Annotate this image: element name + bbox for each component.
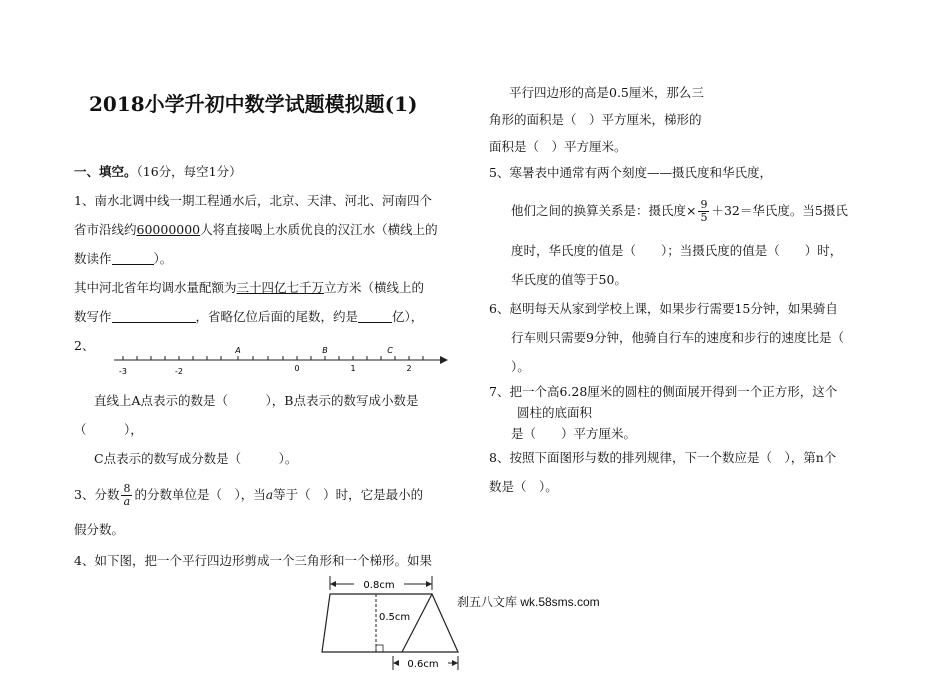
q1-chinese-number: 三十四亿七千万 bbox=[236, 280, 325, 295]
parallelogram-figure bbox=[318, 574, 468, 673]
q1-line2-b: 人将直接喝上水质优良的汉江水（横线上的 bbox=[200, 222, 438, 237]
q1-line3 bbox=[74, 251, 172, 267]
q1-line2 bbox=[74, 222, 438, 238]
tick-label-neg3: -3 bbox=[119, 367, 127, 376]
q1-line4 bbox=[74, 280, 424, 296]
q8-line2: 数是（ ）。 bbox=[489, 479, 558, 494]
point-c-label: C bbox=[387, 346, 393, 355]
section-score: （16分，每空1分） bbox=[136, 164, 242, 179]
q3-frac-den: a bbox=[123, 495, 131, 508]
q1-line5 bbox=[74, 309, 423, 325]
q2-label: 2、 bbox=[74, 338, 95, 353]
q3-a: 3、分数 bbox=[74, 487, 120, 502]
q5-fraction bbox=[698, 199, 709, 224]
bottom-dimension-label: 0.6cm bbox=[407, 659, 439, 670]
tick-label-2: 2 bbox=[406, 364, 412, 373]
number-line bbox=[108, 340, 448, 382]
number-line-ticks bbox=[123, 356, 423, 360]
top-dimension-label: 0.8cm bbox=[363, 580, 395, 591]
q6-line3: ）。 bbox=[511, 359, 530, 374]
q1-line3-b: ）。 bbox=[153, 251, 173, 266]
q5-line2-a: 他们之间的换算关系是：摄氏度× bbox=[511, 203, 697, 218]
q5-line2-b: ＋32＝华氏度。当5摄氏 bbox=[711, 203, 848, 218]
q2-line3: C点表示的数写成分数是（ ）。 bbox=[94, 451, 298, 466]
q6-line1: 6、赵明每天从家到学校上课，如果步行需要15分钟，如果骑自 bbox=[489, 301, 838, 316]
q4-r1: 平行四边形的高是0.5厘米，那么三 bbox=[509, 85, 704, 100]
q1-line4-b: 立方米（横线上的 bbox=[324, 280, 425, 295]
page-title: 2018小学升初中数学试题模拟题(1) bbox=[89, 92, 418, 116]
q1-answer-blank-3[interactable] bbox=[358, 309, 392, 323]
q1-answer-blank-2[interactable] bbox=[112, 309, 196, 323]
watermark: 刹五八文库 wk.58sms.com bbox=[457, 595, 600, 609]
q3-line1 bbox=[74, 480, 423, 510]
q5-line1: 5、寒暑表中通常有两个刻度——摄氏度和华氏度， bbox=[489, 165, 772, 180]
q1-line5-c: 亿）， bbox=[392, 309, 424, 324]
q1-line4-a: 其中河北省年均调水量配额为 bbox=[74, 280, 237, 295]
q2-line2: （ ）， bbox=[74, 422, 143, 437]
q3-b: 的分数单位是（ ），当 bbox=[134, 487, 266, 502]
q1-line1: 1、南水北调中线一期工程通水后，北京、天津、河北、河南四个 bbox=[74, 193, 432, 208]
q1-line3-a: 数读作 bbox=[74, 251, 112, 266]
tick-label-1: 1 bbox=[350, 364, 356, 373]
q7-line1: 7、把一个高6.28厘米的圆柱的侧面展开得到一个正方形，这个 bbox=[489, 384, 838, 399]
q5-frac-num: 9 bbox=[700, 198, 708, 211]
q7-line2: 圆柱的底面积 bbox=[517, 405, 593, 420]
trapezoid-shape bbox=[322, 594, 458, 652]
q4-r2: 角形的面积是（ ）平方厘米，梯形的 bbox=[489, 112, 702, 127]
q7-line3: 是（ ）平方厘米。 bbox=[511, 426, 637, 441]
number-line-arrow bbox=[440, 356, 448, 364]
cut-line bbox=[402, 594, 432, 652]
height-dimension-label: 0.5cm bbox=[379, 612, 411, 623]
q3-line2: 假分数。 bbox=[74, 522, 125, 537]
q5-line3: 度时，华氏度的值是（ ）；当摄氏度的值是（ ）时， bbox=[511, 243, 843, 258]
q1-answer-blank-1[interactable] bbox=[112, 251, 154, 265]
section-heading bbox=[74, 164, 242, 180]
section-heading-label: 一、填空。 bbox=[74, 164, 137, 179]
q5-line2 bbox=[511, 196, 848, 226]
q4-r3: 面积是（ ）平方厘米。 bbox=[489, 139, 627, 154]
q3-frac-num: 8 bbox=[123, 482, 131, 495]
q5-frac-den: 5 bbox=[700, 211, 708, 224]
tick-label-0: 0 bbox=[294, 364, 300, 373]
q1-line2-a: 省市沿线约 bbox=[74, 222, 137, 237]
q3-fraction bbox=[121, 483, 132, 508]
q3-var: a bbox=[265, 487, 274, 502]
point-b-label: B bbox=[322, 346, 328, 355]
q8-line1: 8、按照下面图形与数的排列规律，下一个数应是（ ），第n个 bbox=[489, 450, 837, 465]
q1-number: 60000000 bbox=[136, 222, 201, 237]
q4-line1: 4、如下图，把一个平行四边形剪成一个三角形和一个梯形。如果 bbox=[74, 553, 432, 568]
right-angle-mark bbox=[376, 645, 383, 652]
point-a-label: A bbox=[235, 346, 241, 355]
tick-label-neg2: -2 bbox=[175, 367, 183, 376]
q5-line4: 华氏度的值等于50。 bbox=[511, 272, 627, 287]
q2-line1: 直线上A点表示的数是（ ），B点表示的数写成小数是 bbox=[94, 393, 419, 408]
q3-c: 等于（ ）时，它是最小的 bbox=[273, 487, 424, 502]
q1-line5-b: ，省略亿位后面的尾数，约是 bbox=[195, 309, 359, 324]
q1-line5-a: 数写作 bbox=[74, 309, 112, 324]
q6-line2: 行车则只需要9分钟，他骑自行车的速度和步行的速度比是（ bbox=[511, 330, 844, 345]
